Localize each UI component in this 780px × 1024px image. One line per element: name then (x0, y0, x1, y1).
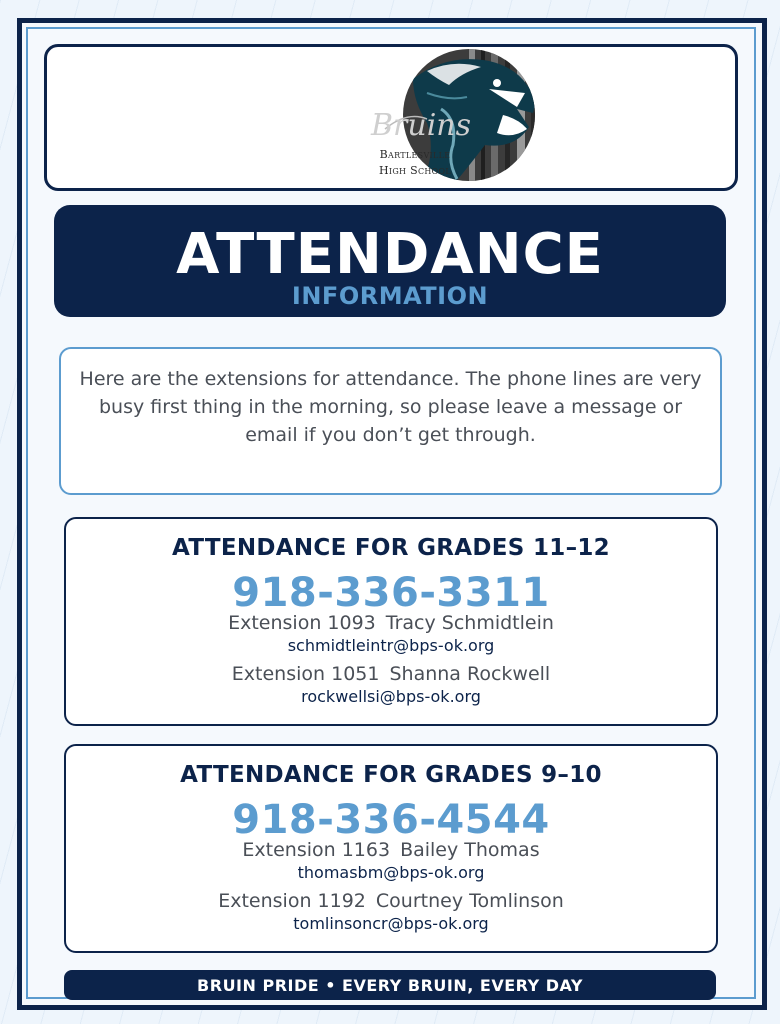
phone-number[interactable]: 918-336-3311 (232, 570, 550, 616)
contact-email[interactable]: schmidtleintr@bps-ok.org (287, 636, 495, 655)
bruins-wordmark: Bruins (371, 108, 472, 143)
phone-number[interactable]: 918-336-4544 (232, 797, 550, 843)
contact-name: Tracy Schmidtlein (385, 612, 554, 634)
logo-school-name: Bartlesville High School (379, 148, 451, 177)
footer-banner: BRUIN PRIDE • EVERY BRUIN, EVERY DAY (64, 970, 716, 1000)
extension: Extension 1163 (242, 839, 391, 861)
grade-heading: ATTENDANCE FOR GRADES 11–12 (172, 535, 610, 561)
contact-line (66, 611, 716, 635)
intro-text: Here are the extensions for attendance. The phone lines are very busy first thing in the morning, so please leave a message or email if you don’t get through. (79, 368, 702, 446)
grade-heading: ATTENDANCE FOR GRADES 9–10 (180, 762, 602, 788)
contact-email[interactable]: tomlinsoncr@bps-ok.org (293, 914, 489, 933)
contact-name: Courtney Tomlinson (375, 890, 564, 912)
contact-name: Shanna Rockwell (389, 663, 551, 685)
contact-line (66, 838, 716, 862)
extension: Extension 1093 (228, 612, 376, 634)
contact-line (66, 662, 716, 686)
grades-11-12-card (64, 517, 718, 726)
logo-panel (44, 44, 738, 191)
contact-email[interactable]: rockwellsi@bps-ok.org (301, 687, 481, 706)
contact-name: Bailey Thomas (400, 839, 540, 861)
title-banner (54, 205, 726, 317)
contact-email[interactable]: thomasbm@bps-ok.org (297, 863, 485, 882)
page-subtitle: INFORMATION (291, 282, 489, 310)
contact-line (66, 889, 716, 913)
extension: Extension 1192 (218, 890, 366, 912)
grades-9-10-card (64, 744, 718, 953)
page-title: ATTENDANCE (176, 222, 604, 287)
extension: Extension 1051 (231, 663, 380, 685)
intro-panel (59, 347, 722, 495)
